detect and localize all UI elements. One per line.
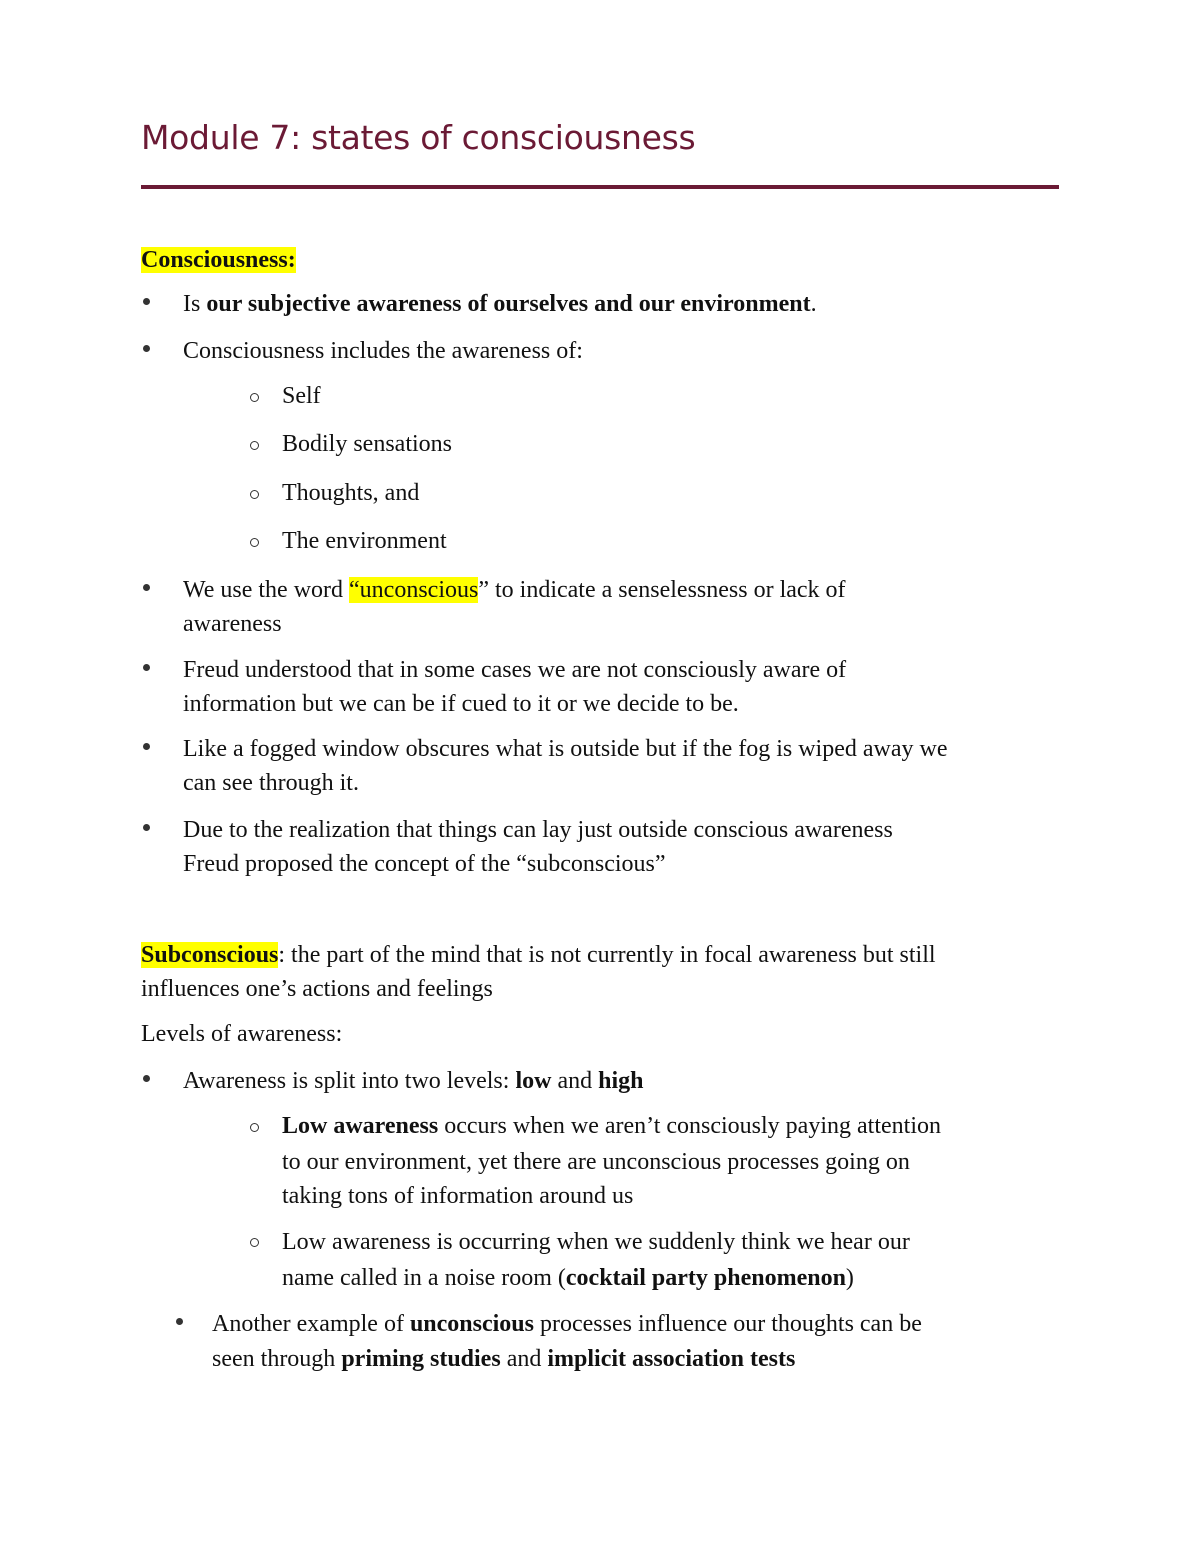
sub-list-item: Low awareness is occurring when we suddenly think we hear our bbox=[282, 1229, 910, 1255]
bold-text: high bbox=[598, 1068, 644, 1094]
text: and bbox=[500, 1346, 548, 1372]
bullet-icon bbox=[143, 298, 150, 305]
text: processes influence our thoughts can be bbox=[533, 1311, 922, 1337]
circle-bullet-icon bbox=[250, 490, 259, 499]
consciousness-heading bbox=[141, 243, 296, 277]
bullet-icon bbox=[143, 824, 150, 831]
text: : the part of the mind that is not currently in focal awareness but still bbox=[278, 942, 936, 968]
text: occurs when we aren’t consciously paying attention bbox=[438, 1113, 941, 1139]
subconscious-definition bbox=[141, 938, 936, 972]
levels-heading: Levels of awareness: bbox=[141, 1021, 343, 1047]
sub-list-item bbox=[282, 1109, 941, 1143]
circle-bullet-icon bbox=[250, 393, 259, 402]
list-item-continuation bbox=[212, 1342, 795, 1376]
bold-text: our subjective awareness of ourselves and our environment bbox=[206, 291, 811, 317]
text: We use the word bbox=[183, 577, 350, 603]
list-item bbox=[212, 1307, 922, 1341]
bullet-icon bbox=[176, 1318, 183, 1325]
sub-list-item: The environment bbox=[282, 528, 447, 554]
bold-text: cocktail party phenomenon bbox=[565, 1265, 846, 1291]
text: ) bbox=[845, 1265, 854, 1291]
list-item-continuation: information but we can be if cued to it or we decide to be. bbox=[183, 691, 739, 717]
bold-text: priming studies bbox=[341, 1346, 501, 1372]
bullet-icon bbox=[143, 664, 150, 671]
circle-bullet-icon bbox=[250, 1123, 259, 1132]
sub-list-item: Self bbox=[282, 383, 321, 409]
bold-text: implicit association tests bbox=[547, 1346, 796, 1372]
subconscious-definition-continuation: influences one’s actions and feelings bbox=[141, 976, 493, 1002]
circle-bullet-icon bbox=[250, 1238, 259, 1247]
list-item bbox=[183, 573, 846, 607]
sub-list-item: Bodily sensations bbox=[282, 431, 453, 457]
list-item-continuation: Freud proposed the concept of the “subconscious” bbox=[183, 851, 666, 877]
bold-text: low bbox=[515, 1068, 552, 1094]
bullet-icon bbox=[143, 345, 150, 352]
bold-text: unconscious bbox=[409, 1311, 534, 1337]
title-rule bbox=[141, 185, 1059, 189]
consciousness-heading-highlight: Consciousness: bbox=[141, 247, 296, 273]
text: Awareness is split into two levels: bbox=[183, 1068, 516, 1094]
text: name called in a noise room ( bbox=[282, 1265, 566, 1291]
list-item: Freud understood that in some cases we are not consciously aware of bbox=[183, 657, 847, 683]
bullet-icon bbox=[143, 743, 150, 750]
text: Another example of bbox=[212, 1311, 410, 1337]
text: Is bbox=[183, 291, 207, 317]
bullet-icon bbox=[143, 1075, 150, 1082]
text: seen through bbox=[212, 1346, 342, 1372]
circle-bullet-icon bbox=[250, 441, 259, 450]
page-title: Module 7: states of consciousness bbox=[141, 118, 696, 157]
text: . bbox=[810, 291, 817, 317]
sub-list-item-continuation: taking tons of information around us bbox=[282, 1183, 634, 1209]
circle-bullet-icon bbox=[250, 538, 259, 547]
bold-text: Low awareness bbox=[282, 1113, 439, 1139]
list-item-continuation: can see through it. bbox=[183, 770, 359, 796]
list-item: Consciousness includes the awareness of: bbox=[183, 338, 583, 364]
subconscious-term: Subconscious bbox=[141, 942, 279, 968]
list-item: Due to the realization that things can lay just outside conscious awareness bbox=[183, 817, 893, 843]
text: ” to indicate a senselessness or lack of bbox=[478, 577, 846, 603]
bullet-icon bbox=[143, 584, 150, 591]
sub-list-item-continuation bbox=[282, 1261, 854, 1295]
text: and bbox=[551, 1068, 599, 1094]
list-item bbox=[183, 287, 817, 321]
sub-list-item: Thoughts, and bbox=[282, 480, 420, 506]
list-item bbox=[183, 1064, 643, 1098]
list-item: Like a fogged window obscures what is outside but if the fog is wiped away we bbox=[183, 736, 948, 762]
sub-list-item-continuation: to our environment, yet there are unconscious processes going on bbox=[282, 1149, 910, 1175]
highlighted-text: “unconscious bbox=[349, 577, 479, 603]
list-item-continuation: awareness bbox=[183, 611, 282, 637]
